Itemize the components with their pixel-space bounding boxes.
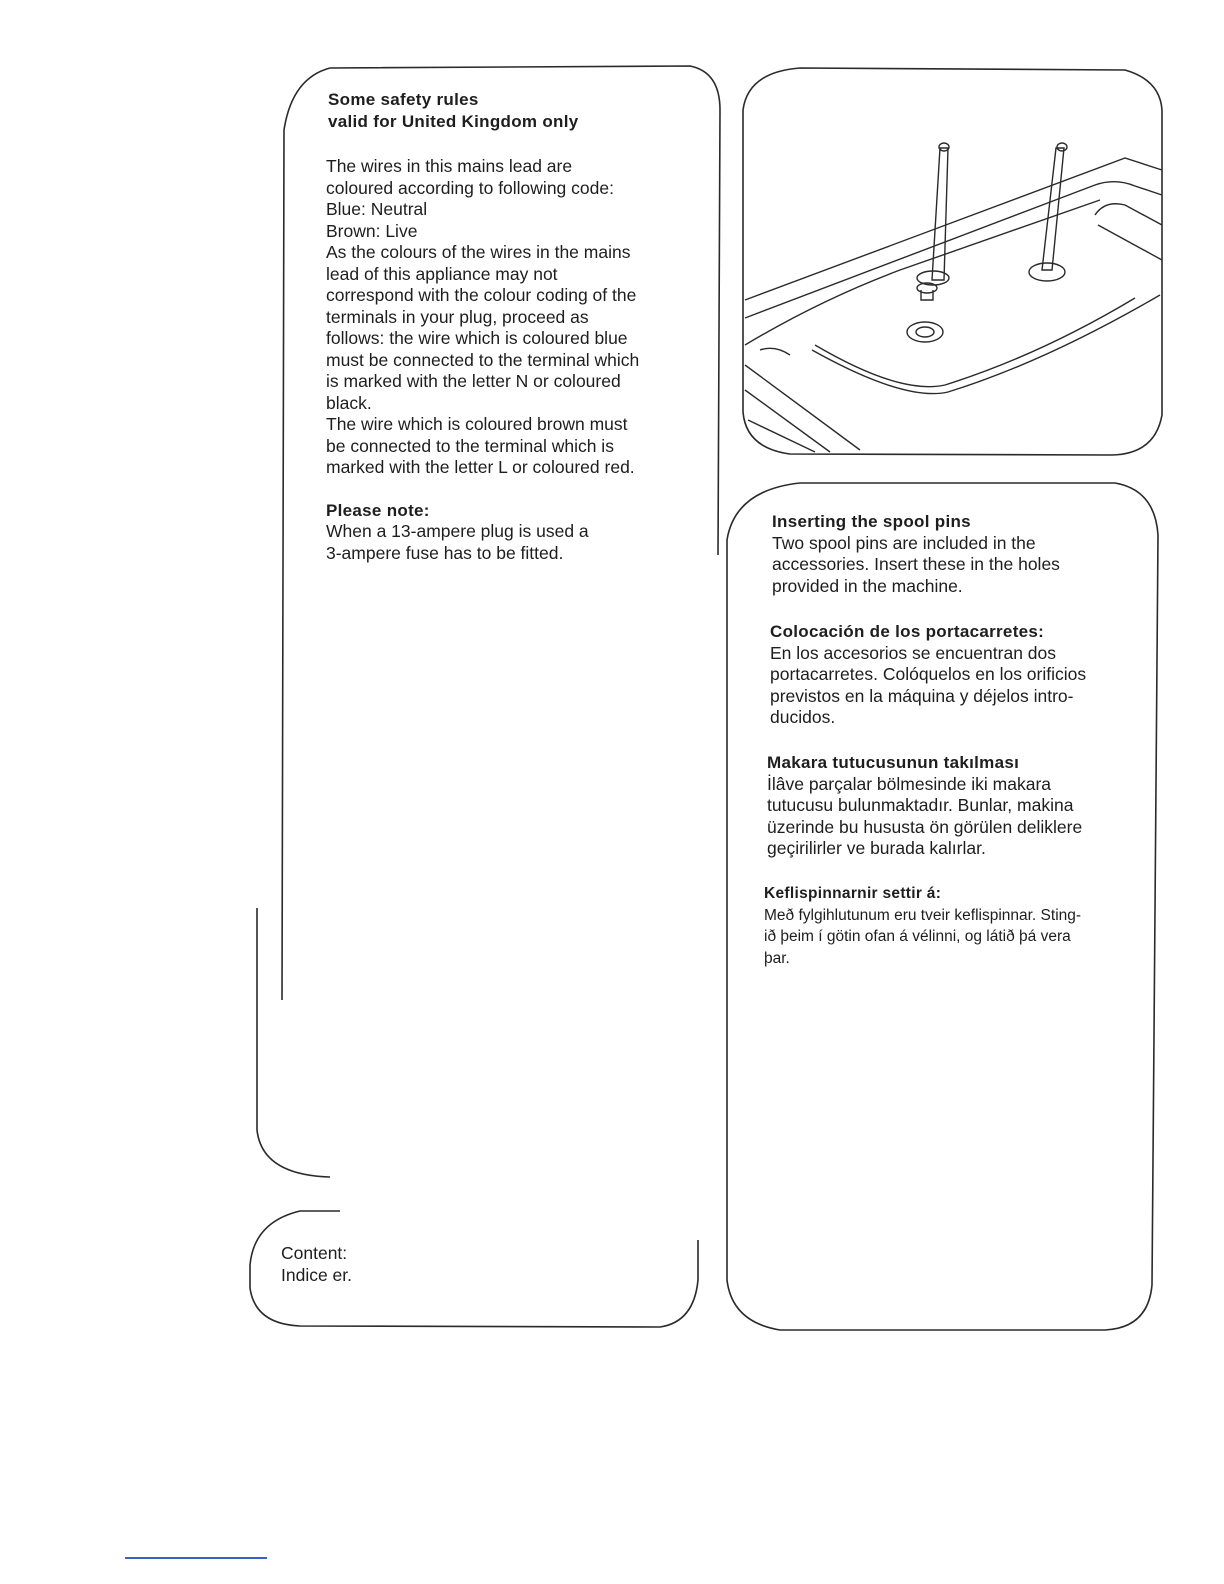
contents-line-2: Indice er. <box>281 1265 353 1285</box>
section-line: En los accesorios se encuentran dos <box>770 642 1056 663</box>
safety-section <box>328 89 708 132</box>
section-line: accessories. Insert these in the holes <box>772 554 1060 574</box>
safety-line: follows: the wire which is coloured blue <box>326 328 628 348</box>
section-line: provided in the machine. <box>772 575 963 596</box>
note-heading: Please note: <box>326 500 430 520</box>
section-line: ducidos. <box>770 707 836 727</box>
section-line: Two spool pins are included in the <box>772 532 1036 553</box>
section-line: þar. <box>764 949 790 967</box>
safety-line: The wire which is coloured brown must <box>326 414 628 434</box>
section-line: ið þeim í götin ofan á vélinni, og látið þá vera <box>764 928 1071 945</box>
safety-line: Brown: Live <box>326 220 418 241</box>
safety-line: correspond with the colour coding of the <box>326 285 637 305</box>
section-line: portacarretes. Colóquelos en los orificios <box>770 664 1087 684</box>
left-bracket <box>257 908 330 1177</box>
safety-line: is marked with the letter N or coloured <box>326 371 621 391</box>
spool-section-en <box>772 511 1147 597</box>
safety-line: marked with the letter L or coloured red. <box>326 457 635 477</box>
safety-line: As the colours of the wires in the mains <box>326 242 631 262</box>
safety-body <box>326 156 711 564</box>
section-line: İlâve parçalar bölmesinde iki makara <box>767 773 1052 794</box>
safety-heading: Some safety rules <box>328 90 479 109</box>
section-line: Með fylgihlutunum eru tveir keflispinnar. Sting- <box>764 906 1082 924</box>
safety-line: must be connected to the terminal which <box>326 349 640 370</box>
picture-frame <box>743 68 1162 455</box>
safety-line: lead of this appliance may not <box>326 263 558 284</box>
safety-line: black. <box>326 392 372 413</box>
spool-section-es <box>770 621 1148 729</box>
section-line: previstos en la máquina y déjelos intro- <box>770 685 1074 706</box>
contents-line-1: Content: <box>281 1243 348 1263</box>
spool-section-is <box>764 883 1149 969</box>
section-line: üzerinde bu hususta ön görülen deliklere <box>767 816 1083 837</box>
section-heading: Inserting the spool pins <box>772 512 971 531</box>
spool-section-tr <box>767 752 1147 860</box>
section-line: tutucusu bulunmaktadır. Bunlar, makina <box>767 795 1074 815</box>
contents-box <box>281 1242 361 1286</box>
note-line: 3-ampere fuse has to be fitted. <box>326 542 564 563</box>
safety-line: The wires in this mains lead are <box>326 156 573 176</box>
footer-rule <box>125 1557 267 1559</box>
safety-line: coloured according to following code: <box>326 177 614 198</box>
safety-heading-2: valid for United Kingdom only <box>328 111 579 131</box>
safety-line: be connected to the terminal which is <box>326 435 614 456</box>
section-heading: Colocación de los portacarretes: <box>770 622 1045 641</box>
section-heading: Keflispinnarnir settir á: <box>764 885 942 902</box>
section-heading: Makara tutucusunun takılması <box>767 753 1020 772</box>
section-line: geçirilirler ve burada kalırlar. <box>767 838 986 858</box>
safety-line: Blue: Neutral <box>326 199 428 219</box>
safety-line: terminals in your plug, proceed as <box>326 306 589 327</box>
spool-pins-illustration <box>745 143 1162 452</box>
note-line: When a 13-ampere plug is used a <box>326 521 589 541</box>
